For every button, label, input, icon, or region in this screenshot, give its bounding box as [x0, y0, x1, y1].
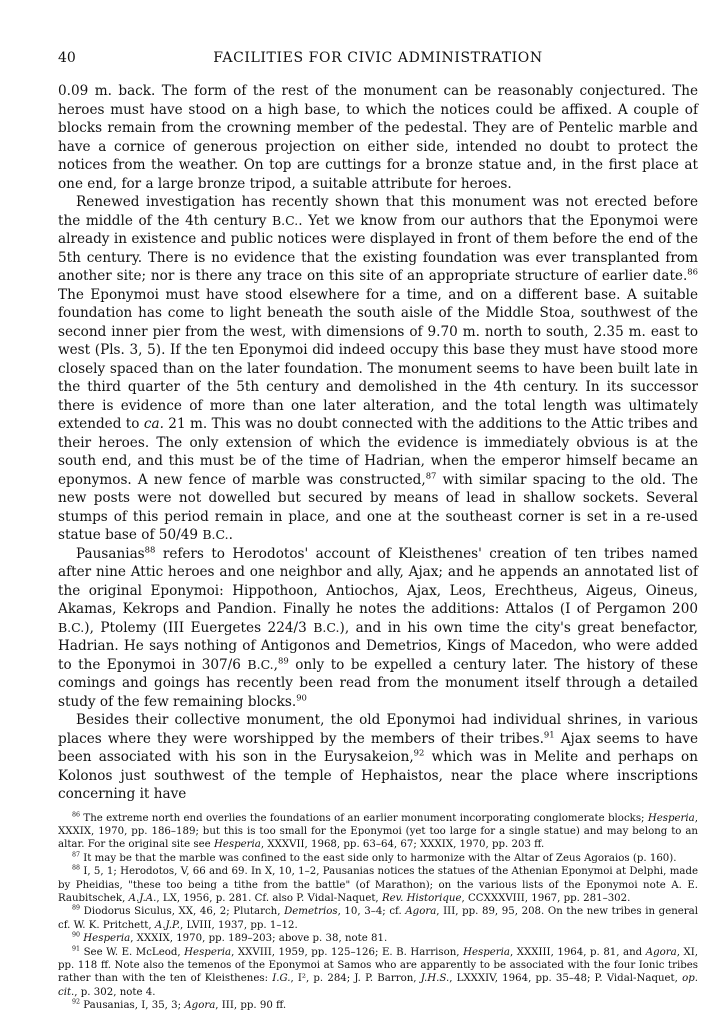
text-run: with similar spacing to the old. The new posts were not dowelled but secured by means of lead in shallow sockets. Several stumps of this period remain in place, and one at the southeast corner is set in a re-used statue base of 50/49 — [58, 471, 698, 543]
paragraph-3 — [58, 545, 698, 712]
text-run: only to be expelled a century later. The history of these comings and goings has recently been read from the monument itself through a detailed study of the few remaining blocks. — [58, 656, 699, 710]
text-run: , p. 302, note 4. — [74, 986, 156, 998]
text-run: , — [273, 656, 278, 673]
running-head: FACILITIES FOR CIVIC ADMINISTRATION — [213, 50, 543, 66]
text-run: , CCXXXVIII, 1967, pp. 281–302. — [461, 892, 631, 904]
journal-title: Hesperia — [463, 947, 510, 959]
text-run: Renewed investigation has recently shown that this monument was not erected before the middle of the 4th century — [58, 194, 698, 229]
footnote-ref: 89 — [278, 654, 289, 665]
footnote-ref: 88 — [144, 543, 156, 554]
footnotes — [58, 812, 698, 1013]
footnote-86 — [58, 812, 698, 852]
text-run: Pausanias, I, 35, 3; — [80, 1000, 182, 1012]
text-run: It may be that the marble was confined to the east side only to harmonize with the Altar of Zeus Agoraios (p. 160). — [80, 852, 677, 864]
body-text — [58, 82, 698, 804]
text-run: . Yet we know from our authors that the Eponymoi were already in existence and public notices were displayed in front of them before the end of the 5th century. There is no evidence that the existing foundation was ever transplanted from another site; nor is there any trace on this site of an appropriate structure of earlier date. — [58, 212, 698, 284]
text-run: , XXXVII, 1968, pp. 63–64, 67; XXXIX, 1970, pp. 203 ff. — [260, 838, 545, 850]
footnote-number: 89 — [72, 905, 81, 913]
text-run: , LVIII, 1937, pp. 1–12. — [180, 919, 298, 931]
text-run: 21 m. This was no doubt connected with the additions to the Attic tribes and their heroes. The only extension of which the evidence is immediately obvious is at the south end, and this must be of the time of Hadrian, when the emperor himself became an eponymos. A new fence of marble was constructed, — [58, 416, 699, 488]
text-run: , XXXIII, 1964, p. 81, and — [509, 947, 643, 959]
footnote-89 — [58, 905, 698, 931]
footnote-number: 87 — [72, 851, 81, 859]
text-run: Ajax seems to have been associated with his son in the Eurysakeion, — [58, 730, 698, 765]
era-abbreviation: B.C. — [202, 527, 229, 542]
text-run: ), Ptolemy (III Euergetes 224/3 — [84, 619, 307, 636]
paragraph-4 — [58, 711, 698, 804]
journal-title: Agora — [184, 1000, 216, 1012]
footnote-number: 92 — [72, 998, 81, 1006]
journal-title: J.H.S. — [420, 973, 450, 985]
text-run: , LX, 1956, p. 281. Cf. also P. Vidal-Naquet, — [156, 892, 379, 904]
text-run: . — [228, 527, 233, 543]
journal-title: Hesperia — [83, 933, 131, 945]
footnote-92 — [58, 999, 698, 1012]
footnote-90 — [58, 932, 698, 945]
text-run: The Eponymoi must have stood elsewhere for a time, and on a different base. A suitable foundation has come to light beneath the south aisle of the Middle Stoa, southwest of the second inner pier from the west, with dimensions of 9.70 m. north to south, 2.35 m. east to west (Pls. 3, 5). If the ten Eponymoi did indeed occupy this base they must have stood more closely spaced than on the later foundation. The monument seems to have been built late in the third quarter of the 5th century and demolished in the 4th century. In its successor there is evidence of more than one later alteration, and the total length was ultimately extended to — [58, 286, 698, 432]
journal-title: Hesperia — [213, 838, 261, 850]
page-number: 40 — [58, 50, 76, 66]
journal-title: A.J.P. — [154, 919, 181, 931]
text-run: , LXXXIV, 1964, pp. 35–48; P. Vidal-Naquet, — [449, 973, 678, 985]
footnote-88 — [58, 865, 698, 905]
footnote-ref: 86 — [687, 266, 698, 277]
journal-title: Agora — [405, 906, 437, 918]
text-run: , III, pp. 90 ff. — [215, 1000, 287, 1012]
text-run: I, 5, 1; Herodotos, V, 66 and 69. In X, 10, 1–2, Pausanias notices the statues of the Athenian Eponymoi at Delphi, made by Pheidias, "these too being a tithe from the battle" (of Marathon); on the various lists of the Eponymoi note A. E. Raubitschek, — [58, 866, 698, 904]
text-run: See W. E. McLeod, — [80, 947, 181, 959]
text-run: , I², p. 284; J. P. Barron, — [290, 973, 417, 985]
journal-title: Rev. Historique — [381, 892, 462, 904]
era-abbreviation: B.C. — [313, 619, 340, 635]
journal-title: I.G. — [272, 973, 291, 985]
footnote-87 — [58, 852, 698, 865]
text-run: , 10, 3–4; cf. — [337, 906, 402, 918]
footnote-number: 86 — [72, 811, 81, 819]
era-abbreviation: B.C. — [247, 656, 274, 672]
text-run: which was in Melite and perhaps on Kolonos just southwest of the temple of Hephaistos, near the place where inscriptions concerning it have — [58, 749, 698, 802]
italic-term: ca. — [143, 416, 164, 432]
paragraph-1: 0.09 m. back. The form of the rest of the monument can be reasonably conjectured. The heroes must have stood on a high base, to which the notices could be affixed. A couple of blocks remain from the crowning member of the pedestal. They are of Pentelic marble and have a cornice of generous projection on either side, intended no doubt to protect the notices from the weather. On top are cuttings for a bronze statue and, in the first place at one end, for a large bronze tripod, a suitable attribute for heroes. — [58, 83, 698, 192]
footnote-ref: 92 — [413, 747, 425, 758]
footnote-ref: 87 — [425, 469, 437, 480]
text-run: ), and in his own time the city's great benefactor, Hadrian. He says nothing of Antigonos and Demetrios, Kings of Macedon, who were added to the Eponymoi in 307/6 — [58, 619, 698, 673]
book-page — [58, 50, 698, 1013]
text-run: , III, pp. 89, 95, 208. On the new tribes in general cf. W. K. Pritchett, — [58, 906, 699, 931]
text-run: Pausanias — [76, 545, 145, 562]
text-run: , XXXIX, 1970, pp. 189–203; above p. 38, note 81. — [130, 933, 388, 945]
journal-title: Hesperia — [647, 812, 695, 824]
text-run: , XXXIX, 1970, pp. 186–189; but this is too small for the Eponymoi (yet too large for a single statue) and may belong to an altar. For the original site see — [58, 812, 698, 850]
footnote-number: 91 — [72, 945, 81, 953]
text-run: refers to Herodotos' account of Kleisthenes' creation of ten tribes named after nine Attic heroes and one neighbor and ally, Ajax; and he appends an annotated list of the original Eponymoi: Hippothoon, Antiochos, Ajax, Leos, Erechtheus, Aigeus, Oineus, Akamas, Kekrops and Pandion. Finally he notes the additions: Attalos (I of Pergamon 200 — [58, 545, 698, 617]
page-header — [58, 50, 698, 72]
footnote-ref: 91 — [543, 728, 555, 739]
journal-title: Agora — [645, 947, 677, 959]
footnote-number: 88 — [72, 864, 81, 872]
work-title: Demetrios — [284, 906, 338, 918]
text-run: Diodorus Siculus, XX, 46, 2; Plutarch, — [80, 906, 281, 918]
paragraph-2 — [58, 193, 698, 545]
footnote-number: 90 — [72, 931, 81, 939]
text-run: Besides their collective monument, the old Eponymoi had individual shrines, in various places where they were worshipped by the members of their tribes. — [58, 712, 698, 747]
journal-title: Hesperia — [184, 947, 232, 959]
text-run: , XXVIII, 1959, pp. 125–126; E. B. Harrison, — [231, 947, 460, 959]
footnote-91 — [58, 946, 698, 999]
era-abbreviation: B.C. — [58, 619, 85, 635]
text-run: The extreme north end overlies the foundations of an earlier monument incorporating conglomerate blocks; — [80, 812, 645, 824]
era-abbreviation: B.C. — [272, 212, 299, 228]
text-run: , XI, pp. 118 ff. Note also the temenos of the Eponymoi at Samos who are apparently to be associated with the four Ionic tribes rather than with the ten of Kleisthenes: — [58, 947, 698, 985]
citation-abbreviation: op. cit. — [58, 973, 698, 998]
journal-title: A.J.A. — [128, 892, 157, 904]
footnote-ref: 90 — [296, 691, 307, 702]
